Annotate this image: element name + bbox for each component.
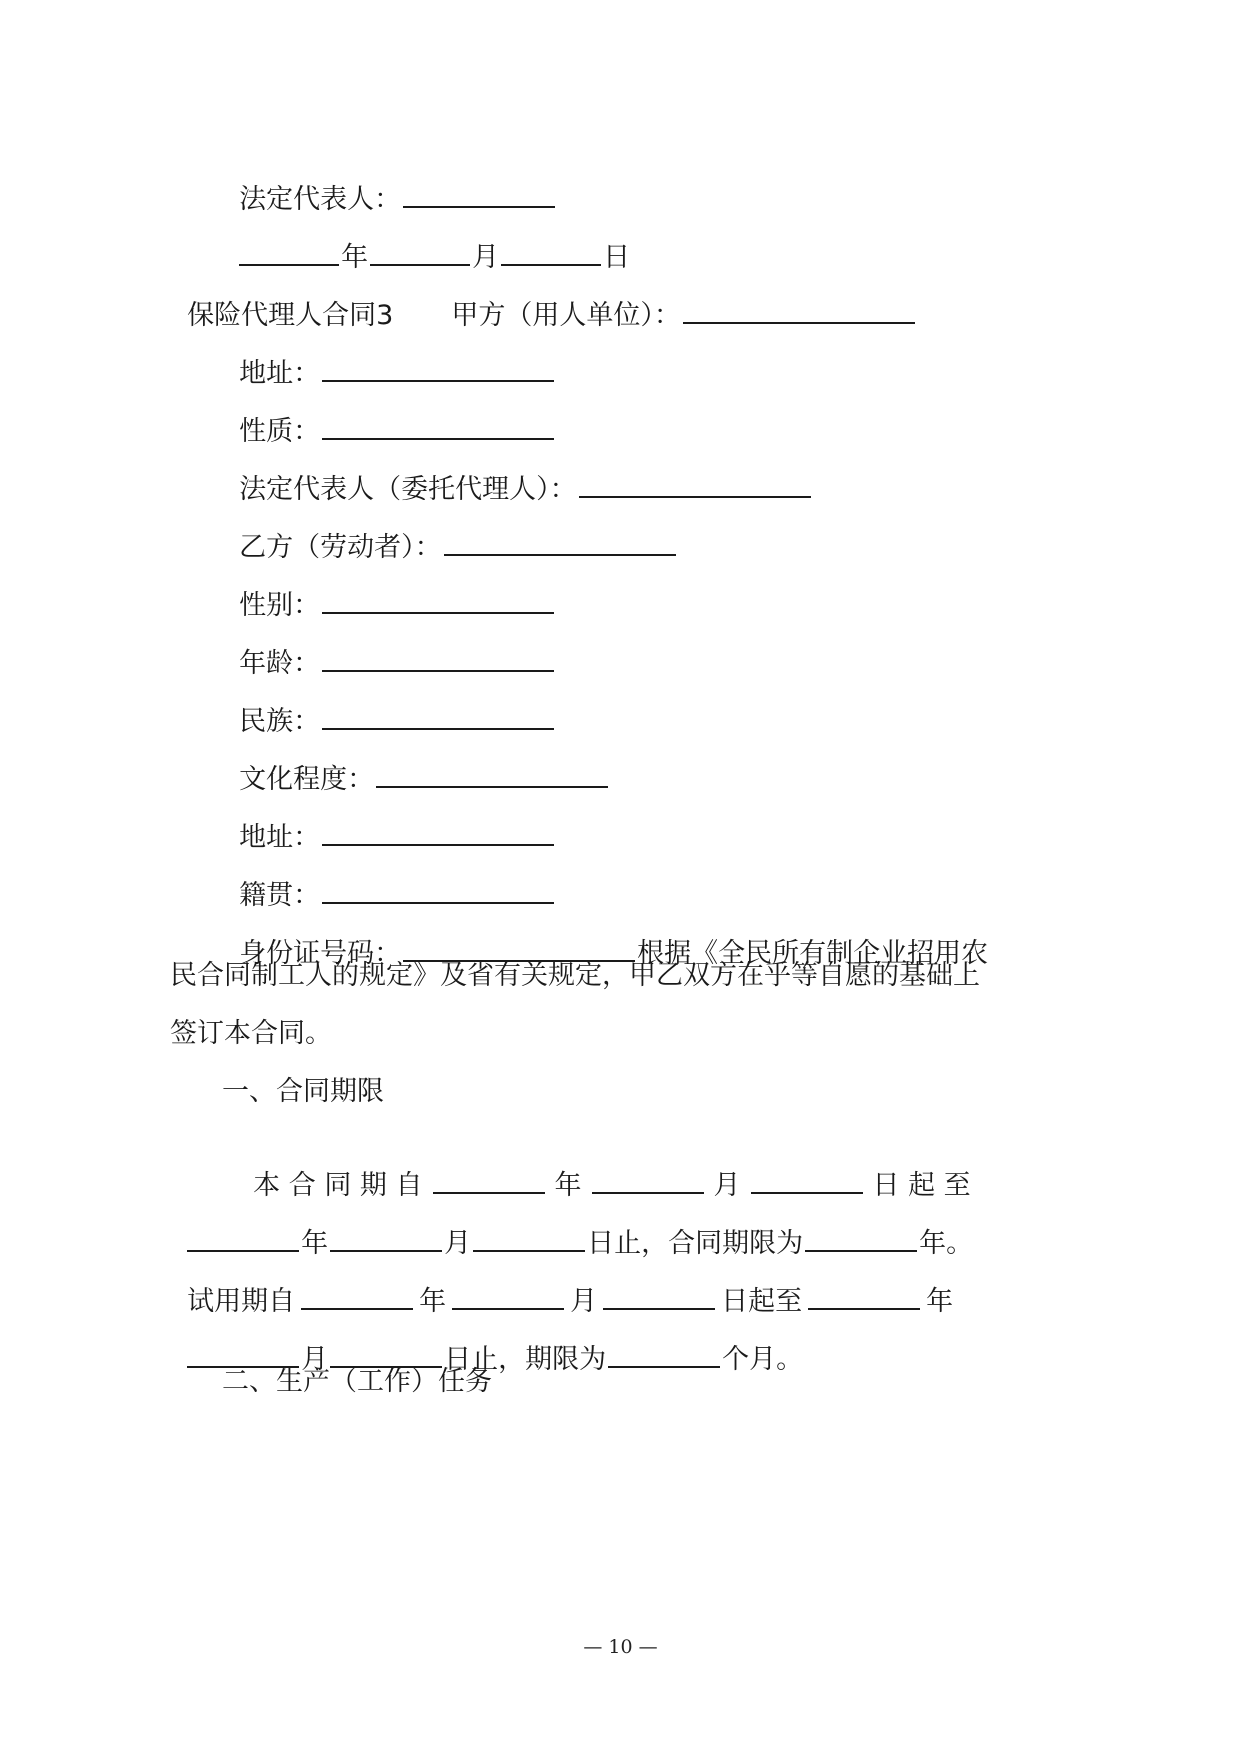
probation-from-label: 试用期自 — [187, 1286, 296, 1317]
section1-heading: 一、合同期限 — [222, 1076, 384, 1107]
probation-to-year-blank — [808, 1286, 920, 1310]
year-label: 年 — [341, 242, 369, 273]
day-label: 日 — [603, 242, 631, 273]
term-day-from-label: 日 起 至 — [872, 1170, 971, 1201]
page-number: — 10 — — [583, 1636, 658, 1658]
party-b-label: 乙方（劳动者）： — [239, 532, 442, 563]
ethnicity-label: 民族： — [239, 706, 321, 737]
section2-heading: 二、生产（工作）任务 — [222, 1366, 492, 1397]
legal-rep-label: 法定代表人： — [239, 184, 402, 215]
probation-length-blank — [608, 1344, 720, 1368]
probation-from-month-label: 月 — [570, 1286, 598, 1317]
party-b-address-label: 地址： — [239, 822, 321, 853]
month-label: 月 — [472, 242, 500, 273]
id-label: 身份证号码： — [239, 938, 402, 969]
party-a-legal-rep-label: 法定代表人（委托代理人）： — [239, 474, 577, 505]
probation-from-year-label: 年 — [419, 1286, 447, 1317]
term-length-unit: 年。 — [919, 1228, 974, 1259]
probation-to-month-label: 月 — [301, 1344, 329, 1375]
party-a-nature-label: 性质： — [239, 416, 321, 447]
age-label: 年龄： — [239, 648, 321, 679]
preamble-line2: 民合同制工人的规定》及省有关规定，甲乙双方在乎等自愿的基础上 — [170, 960, 980, 991]
party-a-blank — [683, 300, 915, 324]
party-a-label: 甲方（用人单位）： — [451, 300, 681, 331]
probation-day-from-label: 日起至 — [721, 1286, 803, 1317]
term-end-label: 日止，合同期限为 — [587, 1228, 804, 1259]
probation-end-label: 日止，期限为 — [444, 1344, 607, 1375]
gender-label: 性别： — [239, 590, 321, 621]
preamble-line1: 根据《全民所有制企业招用农 — [637, 938, 989, 969]
probation-to-year-label: 年 — [926, 1286, 954, 1317]
term-from-year-label: 年 — [554, 1170, 582, 1201]
probation-length-unit: 个月。 — [722, 1344, 804, 1375]
education-label: 文化程度： — [239, 764, 375, 795]
term-from-month-label: 月 — [713, 1170, 741, 1201]
term-to-year-label: 年 — [301, 1228, 329, 1259]
term-from-label: 本 合 同 期 自 — [253, 1170, 423, 1201]
contract-title: 保险代理人合同3 — [187, 300, 394, 331]
term-to-month-label: 月 — [444, 1228, 472, 1259]
native-place-label: 籍贯： — [239, 880, 321, 911]
preamble-line3: 签订本合同。 — [170, 1018, 332, 1049]
party-a-address-label: 地址： — [239, 358, 321, 389]
